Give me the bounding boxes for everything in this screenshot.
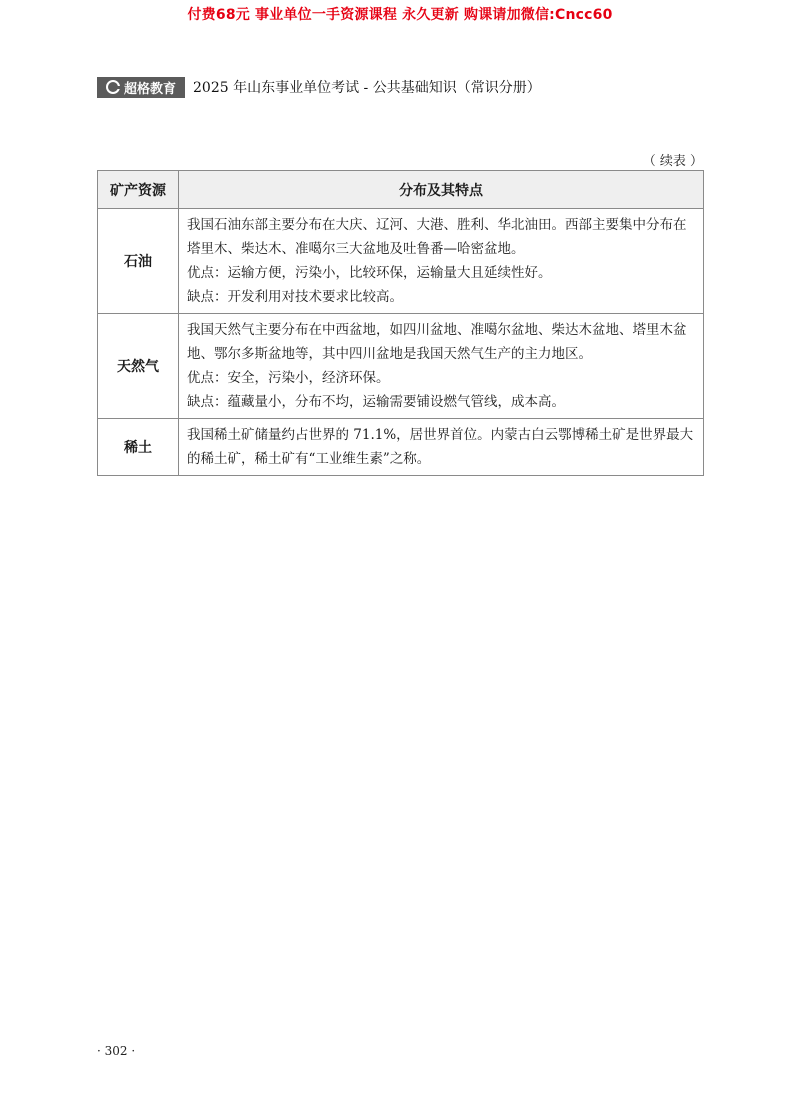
description-line: 优点：运输方便，污染小，比较环保，运输量大且延续性好。 xyxy=(187,265,552,281)
header-title: 2025 年山东事业单位考试 - 公共基础知识（常识分册） xyxy=(193,80,541,96)
mineral-name: 天然气 xyxy=(98,314,179,419)
mineral-name: 石油 xyxy=(98,209,179,314)
mineral-name: 稀土 xyxy=(98,419,179,476)
description-line: 优点：安全，污染小，经济环保。 xyxy=(187,370,390,386)
page-number: · 302 · xyxy=(97,1044,136,1058)
table-header-row xyxy=(98,171,704,209)
page-header xyxy=(97,76,703,98)
logo-g-icon xyxy=(106,80,120,94)
description-line: 我国稀土矿储量约占世界的 71.1%，居世界首位。内蒙古白云鄂博稀土矿是世界最大的稀土矿，稀土矿有“工业维生素”之称。 xyxy=(187,427,694,467)
column-header-distribution: 分布及其特点 xyxy=(179,171,704,209)
logo-text: 超格教育 xyxy=(123,81,176,97)
description-line: 我国天然气主要分布在中西盆地，如四川盆地、准噶尔盆地、柴达木盆地、塔里木盆地、鄂尔多斯盆地等，其中四川盆地是我国天然气生产的主力地区。 xyxy=(187,322,687,362)
column-header-mineral: 矿产资源 xyxy=(98,171,179,209)
continued-label: （ 续表 ） xyxy=(642,154,703,169)
description-line: 缺点：蕴藏量小，分布不均，运输需要铺设燃气管线，成本高。 xyxy=(187,394,565,410)
description-line: 我国石油东部主要分布在大庆、辽河、大港、胜利、华北油田。西部主要集中分布在塔里木、柴达木、准噶尔三大盆地及吐鲁番—哈密盆地。 xyxy=(187,217,687,257)
mineral-description xyxy=(179,314,704,419)
brand-logo xyxy=(97,77,185,98)
description-line: 缺点：开发利用对技术要求比较高。 xyxy=(187,289,403,305)
mineral-description xyxy=(179,209,704,314)
mineral-description xyxy=(179,419,704,476)
minerals-table xyxy=(97,170,704,476)
promo-banner: 付费68元 事业单位一手资源课程 永久更新 购课请加微信:Cncc60 xyxy=(187,7,613,23)
table-row xyxy=(98,209,704,314)
table-row xyxy=(98,419,704,476)
table-row xyxy=(98,314,704,419)
